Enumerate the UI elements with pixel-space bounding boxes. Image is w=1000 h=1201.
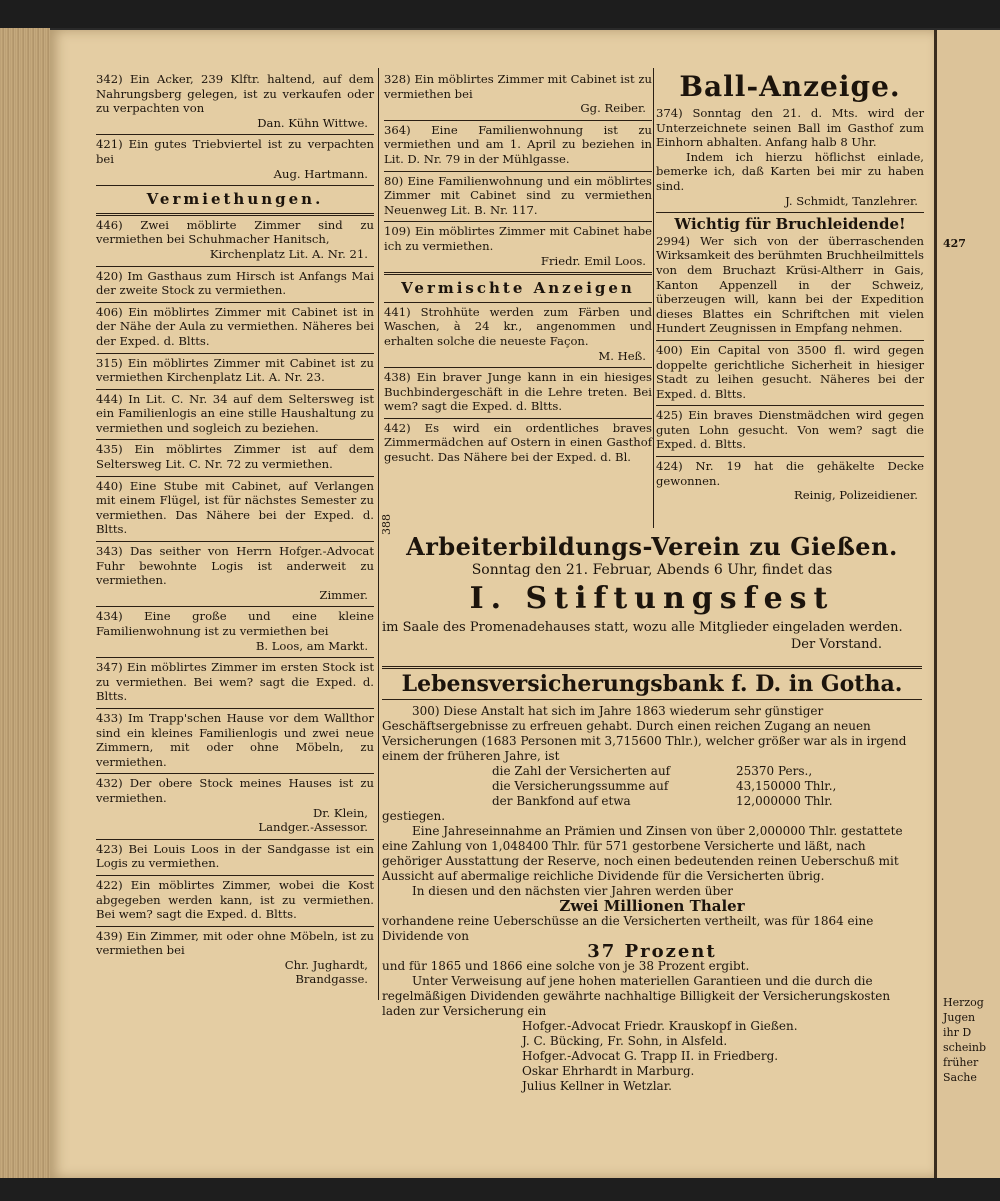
facing-word: Sache	[943, 1071, 977, 1084]
ad-signature: Friedr. Emil Loos.	[540, 253, 646, 268]
ad-text: 434) Eine große und eine kleine Familienwohnung ist zu vermiethen bei	[96, 609, 374, 638]
fest-title: I. Stiftungsfest	[469, 581, 835, 616]
bank-paragraph: 300) Diese Anstalt hat sich im Jahre 1863 wiederum sehr günstiger Geschäftsergebnisse zu erfreuen gehabt. Durch einen reichen Zugang an neuen Versicherungen (1683 Personen mit 3,715600 Thlr.), welcher größer war als in irgend einem der früheren Jahre, ist	[382, 704, 907, 763]
ad-444: 444) In Lit. C. Nr. 34 auf dem Seltersweg ist ein Familienlogis an eine stille Haushaltung zu vermiethen und sogleich zu beziehen.	[96, 390, 374, 441]
ad-signature: Chr. Jughardt,	[284, 957, 368, 972]
ad-signature: B. Loos, am Markt.	[255, 638, 368, 653]
ad-342	[96, 70, 374, 135]
ad-433: 433) Im Trapp'schen Hause vor dem Wallthor sind ein kleines Familienlogis und zwei neue Zimmern, mit oder ohne Möbeln, zu vermiethen.	[96, 709, 374, 774]
book-page-edges	[0, 28, 50, 1178]
column-rule	[653, 68, 654, 528]
column-rule	[378, 68, 379, 530]
stat-label: die Versicherungssumme auf	[492, 779, 669, 793]
bank-paragraph: und für 1865 und 1866 eine solche von je 38 Prozent ergibt.	[382, 959, 750, 973]
ad-signature: Aug. Hartmann.	[273, 166, 368, 181]
ad-439	[96, 927, 374, 991]
ad-446	[96, 216, 374, 267]
stat-row	[492, 794, 922, 809]
ad-423: 423) Bei Louis Loos in der Sandgasse ist ein Logis zu vermiethen.	[96, 840, 374, 876]
ball-title: Ball-Anzeige.	[679, 70, 901, 103]
ad-80: 80) Eine Familienwohnung und ein möblirtes Zimmer mit Cabinet sind zu vermiethen Neuenweg Lit. B. Nr. 117.	[384, 172, 652, 223]
scan-top-border	[0, 0, 1000, 28]
ad-text: 432) Der obere Stock meines Hauses ist zu vermiethen.	[96, 776, 374, 805]
facing-word: scheinb	[943, 1041, 987, 1054]
ad-text: 374) Sonntag den 21. d. Mts. wird der Unterzeichnete seinen Ball im Gasthof zum Einhorn abhalten. Anfang halb 8 Uhr.	[656, 106, 924, 150]
verein-announcement	[382, 532, 922, 653]
facing-page-number: 427	[943, 237, 966, 250]
ad-text: 109) Ein möblirtes Zimmer mit Cabinet habe ich zu vermiethen.	[384, 224, 652, 253]
ad-424	[656, 457, 924, 507]
stat-row	[492, 764, 922, 779]
bank-paragraph: vorhandene reine Ueberschüsse an die Versicherten vertheilt, was für 1864 eine Dividende von	[382, 914, 874, 943]
ad-text: Indem ich hierzu höflichst einlade, bemerke ich, daß Karten bei mir zu haben sind.	[656, 149, 924, 193]
agent-item: Julius Kellner in Wetzlar.	[522, 1079, 672, 1093]
scan-bottom-border	[0, 1178, 1000, 1201]
facing-word: ihr D	[943, 1026, 972, 1039]
bank-prozent: 37 Prozent	[587, 941, 717, 962]
facing-word: Herzog	[943, 996, 984, 1009]
ad-signature: Kirchenplatz Lit. A. Nr. 21.	[209, 246, 368, 261]
bank-gestiegen: gestiegen.	[382, 809, 446, 823]
ad-signature: Dan. Kühn Wittwe.	[257, 115, 368, 130]
ad-text: 439) Ein Zimmer, mit oder ohne Möbeln, ist zu vermiethen bei	[96, 928, 374, 958]
stat-value: 43,150000 Thlr.,	[736, 779, 837, 793]
ad-text: 342) Ein Acker, 239 Klftr. haltend, auf dem Nahrungsberg gelegen, ist zu verkaufen oder zu verpachten von	[96, 72, 374, 116]
column-3	[656, 70, 924, 507]
verein-title: Arbeiterbildungs-Verein zu Gießen.	[406, 532, 898, 561]
verein-body: im Saale des Promenadehauses statt, wozu alle Mitglieder eingeladen werden.	[382, 620, 903, 635]
ad-signature: M. Heß.	[598, 348, 646, 363]
bank-paragraph: In diesen und den nächsten vier Jahren werden über	[412, 884, 733, 898]
ad-400: 400) Ein Capital von 3500 fl. wird gegen doppelte gerichtliche Sicherheit in hiesiger Stadt zu leihen gesucht. Näheres bei der Exped. d. Bltts.	[656, 341, 924, 406]
ad-text: 421) Ein gutes Triebviertel ist zu verpachten bei	[96, 137, 374, 166]
ad-434	[96, 607, 374, 658]
ad-343	[96, 542, 374, 607]
stat-value: 25370 Pers.,	[736, 764, 813, 778]
ad-text: 424) Nr. 19 hat die gehäkelte Decke gewonnen.	[656, 459, 924, 488]
ad-347: 347) Ein möblirtes Zimmer im ersten Stock ist zu vermiethen. Bei wem? sagt die Exped. d. Bltts.	[96, 658, 374, 709]
ad-signature: Dr. Klein,	[312, 805, 368, 820]
ad-435: 435) Ein möblirtes Zimmer ist auf dem Seltersweg Lit. C. Nr. 72 zu vermiethen.	[96, 440, 374, 476]
ad-425: 425) Ein braves Dienstmädchen wird gegen guten Lohn gesucht. Von wem? sagt die Exped. d. Bltts.	[656, 406, 924, 457]
ad-signature: J. Schmidt, Tanzlehrer.	[785, 193, 918, 208]
ad-440: 440) Eine Stube mit Cabinet, auf Verlangen mit einem Flügel, ist für nächstes Semester zu vermiethen. Das Nähere bei der Exped. d. Bltts.	[96, 477, 374, 542]
agent-item: Hofger.-Advocat G. Trapp II. in Friedberg.	[522, 1049, 779, 1063]
agent-item: Hofger.-Advocat Friedr. Krauskopf in Gießen.	[522, 1019, 798, 1033]
stat-value: 12,000000 Thlr.	[736, 794, 833, 808]
facing-word: früher	[943, 1056, 979, 1069]
column-1	[96, 70, 374, 991]
ad-signature: Landger.-Assessor.	[258, 820, 368, 835]
ad-signature: Gg. Reiber.	[580, 101, 646, 116]
ad-text: 446) Zwei möblirte Zimmer sind zu vermiethen bei Schuhmacher Hanitsch,	[96, 217, 374, 247]
ad-432	[96, 774, 374, 839]
ad-441	[384, 303, 652, 368]
bank-stats	[492, 764, 922, 809]
facing-page-fragment	[934, 30, 1000, 1178]
ad-signature: Reinig, Polizeidiener.	[794, 488, 918, 503]
ad-420: 420) Im Gasthaus zum Hirsch ist Anfangs Mai der zweite Stock zu vermiethen.	[96, 267, 374, 303]
stat-row	[492, 779, 922, 794]
wichtig-title: Wichtig für Bruchleidende!	[674, 215, 906, 234]
ad-438: 438) Ein braver Junge kann in ein hiesiges Buchbindergeschäft in die Lehre treten. Bei wem? sagt die Exped. d. Bltts.	[384, 368, 652, 419]
agent-item: Oskar Ehrhardt in Marburg.	[522, 1064, 695, 1078]
section-heading-vermischte: Vermischte Anzeigen	[384, 275, 652, 303]
ad-text: 343) Das seither von Herrn Hofger.-Advocat Fuhr bewohnte Logis ist anderweit zu vermiethen.	[96, 544, 374, 588]
ad-328	[384, 70, 652, 121]
agent-list	[522, 1019, 922, 1094]
section-heading-vermiethungen: Vermiethungen.	[96, 186, 374, 216]
ad-374	[656, 104, 924, 213]
ad-text: 441) Strohhüte werden zum Färben und Waschen, à 24 kr., angenommen und erhalten solche die neueste Façon.	[384, 304, 652, 348]
ad-signature: Brandgasse.	[295, 972, 368, 987]
ad-422: 422) Ein möblirtes Zimmer, wobei die Kost abgegeben werden kann, ist zu vermiethen. Bei wem? sagt die Exped. d. Bltts.	[96, 876, 374, 927]
bank-zwei-millionen: Zwei Millionen Thaler	[559, 897, 745, 915]
ad-signature: Zimmer.	[319, 587, 368, 602]
ad-315: 315) Ein möblirtes Zimmer mit Cabinet ist zu vermiethen Kirchenplatz Lit. A. Nr. 23.	[96, 354, 374, 390]
ad-2994: 2994) Wer sich von der überraschenden Wirksamkeit des berühmten Bruchheilmittels von dem Bruchazt Krüsi-Altherr in Gais, Kanton Appenzell in der Schweiz, überzeugen will, kann bei der Expedition dieses Blattes ein Schriftchen mit vielen Hundert Zeugnissen in Empfang nehmen.	[656, 232, 924, 341]
facing-word: Jugen	[943, 1011, 976, 1024]
agent-item: J. C. Bücking, Fr. Sohn, in Alsfeld.	[522, 1034, 728, 1048]
ad-text: 328) Ein möblirtes Zimmer mit Cabinet ist zu vermiethen bei	[384, 72, 652, 101]
bank-paragraph: Unter Verweisung auf jene hohen materiellen Garantieen und die durch die regelmäßigen Dividenden gewährte nachhaltige Billigkeit der Versicherungskosten laden zur Versicherung ein	[382, 974, 891, 1018]
verein-signature: Der Vorstand.	[790, 637, 882, 652]
ad-364: 364) Eine Familienwohnung ist zu vermiethen und am 1. April zu beziehen in Lit. D. Nr. 79 in der Mühlgasse.	[384, 121, 652, 172]
bank-paragraph: Eine Jahreseinnahme an Prämien und Zinsen von über 2,000000 Thlr. gestattete eine Zahlung von 1,048400 Thlr. für 571 gestorbene Versicherte und läßt, nach gehöriger Ausstattung der Reserve, noch einen bedeutenden reinen Ueberschuß mit Aussicht auf abermalige reichliche Dividende für die Versicherten übrig.	[382, 824, 903, 883]
ad-406: 406) Ein möblirtes Zimmer mit Cabinet ist in der Nähe der Aula zu vermiethen. Näheres bei der Exped. d. Bltts.	[96, 303, 374, 354]
stat-label: der Bankfond auf etwa	[492, 794, 631, 808]
ad-442: 442) Es wird ein ordentliches braves Zimmermädchen auf Ostern in einen Gasthof gesucht. Das Nähere bei der Exped. d. Bl.	[384, 420, 652, 465]
ad-109	[384, 222, 652, 275]
ad-421	[96, 135, 374, 186]
column-2	[384, 70, 652, 469]
stat-label: die Zahl der Versicherten auf	[492, 764, 671, 778]
column-rule	[378, 530, 379, 1000]
bank-advertisement	[382, 666, 922, 1094]
verein-date: Sonntag den 21. Februar, Abends 6 Uhr, findet das	[471, 562, 833, 578]
page-number: 388	[380, 514, 393, 535]
bank-title: Lebensversicherungsbank f. D. in Gotha.	[382, 666, 922, 700]
